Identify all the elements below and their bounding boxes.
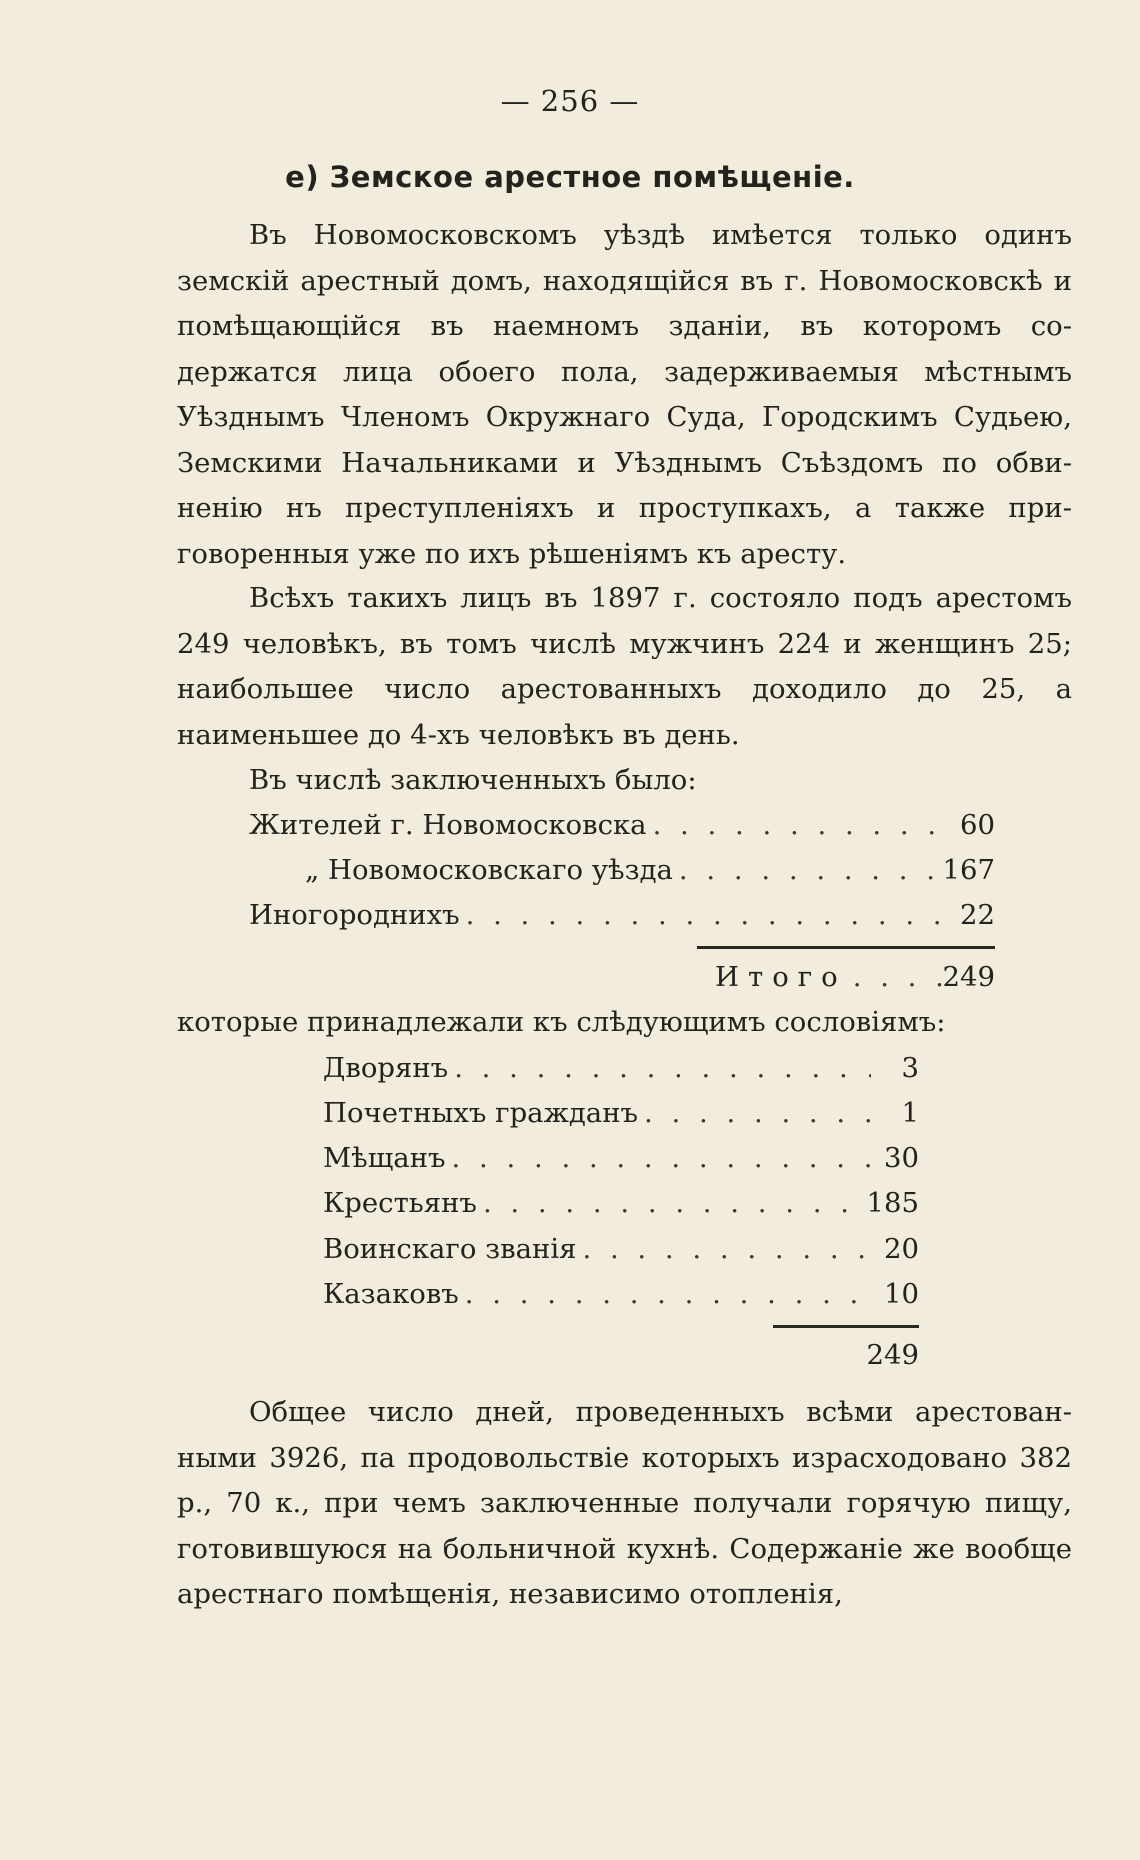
- row-value: 22: [960, 899, 995, 931]
- row-label: Жителей г. Новомосковска: [249, 809, 647, 841]
- leader-dots: [638, 1091, 871, 1136]
- row-label: Почетныхъ гражданъ: [323, 1097, 639, 1129]
- row-label: Крестьянъ: [323, 1187, 477, 1219]
- leader-dots: [459, 1272, 871, 1317]
- table-row: [323, 1091, 919, 1136]
- row-value: 3: [901, 1052, 919, 1084]
- leader-dots: [847, 955, 943, 1000]
- row-value: 185: [866, 1187, 919, 1219]
- row-label: Воинскаго званія: [323, 1233, 577, 1265]
- row-label: Мѣщанъ: [323, 1142, 446, 1174]
- estate-intro: которые принадлежали къ слѣдующимъ сословіямъ:: [177, 1006, 946, 1038]
- table-row: [323, 1136, 919, 1181]
- table-row: [323, 1227, 919, 1272]
- leader-dots: [448, 1046, 871, 1091]
- residence-intro: Въ числѣ заключенныхъ было:: [249, 764, 697, 796]
- row-value: 10: [884, 1278, 919, 1310]
- row-value: 30: [884, 1142, 919, 1174]
- paragraph-3: Общее число дней, проведенныхъ всѣми арестованными 3926, па продовольствіе которыхъ израсходовано 382 р., 70 к., при чемъ заключенные получали горячую пищу, готовившуюся на больничной кухнѣ. Содержаніе же вообще арестнаго помѣщенія, независимо отопленія,: [177, 1396, 1072, 1610]
- total-label: Итого: [715, 961, 847, 993]
- leader-dots: [647, 803, 947, 848]
- row-value: 20: [884, 1233, 919, 1265]
- leader-dots: [477, 1181, 867, 1226]
- paragraph-1: Въ Новомосковскомъ уѣздѣ имѣется только одинъ земскій арестный домъ, находящійся въ г. Новомосковскѣ и помѣщающійся въ наемномъ зданіи, въ которомъ содержатся лица обоего пола, задерживаемыя мѣстнымъ Уѣзднымъ Членомъ Окружнаго Суда, Городскимъ Судьею, Земскими Начальниками и Уѣзднымъ Съѣздомъ по обвиненію нъ преступленіяхъ и проступкахъ, а также приговоренныя уже по ихъ рѣшеніямъ къ аресту.: [177, 219, 1072, 570]
- row-value: 60: [960, 809, 995, 841]
- sum-rule: [773, 1325, 919, 1328]
- row-label: „ Новомосковскаго уѣзда: [305, 854, 673, 886]
- table-row: [249, 803, 995, 848]
- table-row: [323, 1046, 919, 1091]
- row-value: 1: [901, 1097, 919, 1129]
- leader-dots: [576, 1227, 871, 1272]
- table-row: [323, 1272, 919, 1317]
- estate-total-value: 249: [866, 1339, 919, 1371]
- total-value: 249: [942, 961, 995, 993]
- row-label: Дворянъ: [323, 1052, 449, 1084]
- row-value: 167: [942, 854, 995, 886]
- table-row: [249, 893, 995, 938]
- table-row: [305, 848, 995, 893]
- leader-dots: [673, 848, 943, 893]
- row-label: Иногороднихъ: [249, 899, 460, 931]
- table-row: [323, 1181, 919, 1226]
- total-row: [715, 955, 995, 1000]
- sum-rule: [697, 946, 995, 949]
- leader-dots: [460, 893, 947, 938]
- page-number: — 256 —: [500, 84, 640, 118]
- section-heading: е) Земское арестное помѣщеніе.: [285, 160, 855, 194]
- paragraph-2: Всѣхъ такихъ лицъ въ 1897 г. состояло подъ арестомъ 249 человѣкъ, въ томъ числѣ мужчинъ 224 и женщинъ 25; наибольшее число арестованныхъ доходило до 25, а наименьшее до 4-хъ человѣкъ въ день.: [177, 582, 1072, 751]
- row-label: Казаковъ: [323, 1278, 459, 1310]
- leader-dots: [446, 1136, 871, 1181]
